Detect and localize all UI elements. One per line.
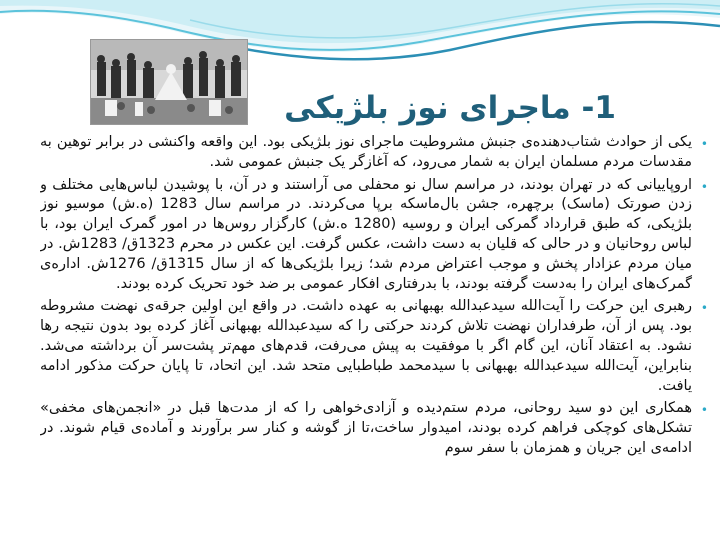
paragraph-text: رهبری این حرکت را آیت‌الله سیدعبدالله بهبهانی به عهده داشت. در واقع این اولین جرقه‌ی نهضت مشروطه بود. پس از آن، طرفداران نهضت تلاش کردند حرکتی را که سیدعبدالله بهبهانی آغاز کرده بود بدون نتیجه رها نشود. به اعتقاد آنان، این گام اگر با موفقیت به پیش می‌رفت، قدم‌های مهم‌تر پشت‌سر آن برداشته می‌شد. بنابراین، آیت‌الله سیدعبدالله بهبهانی با سیدمحمد طباطبایی متحد شد. این اتحاد، تا پایان حرکت مذکور ادامه یافت. (40, 298, 692, 394)
historical-group-photo (90, 39, 248, 125)
bullet-icon: • (700, 179, 708, 194)
bullet-icon: • (700, 137, 708, 151)
slide-title: 1- ماجرای نوز بلژیکی (284, 90, 616, 126)
paragraph-3 (40, 297, 708, 396)
bullet-icon: • (700, 301, 708, 316)
paragraph-1 (40, 133, 708, 173)
paragraph-text: همکاری این دو سید روحانی، مردم ستم‌دیده و آزادی‌خواهی را که از مدت‌ها قبل در «انجمن‌های مخفی» تشکل‌های کوچکی فراهم کرده بودند، امیدوار ساخت،تا از گوشه و کنار سر برآورند و آماده‌ی قیام شوند. در ادامه‌ی این جریان و همزمان با سفر سوم (40, 400, 692, 456)
paragraph-2 (40, 176, 708, 295)
slide-body (40, 133, 708, 540)
paragraph-text: یکی از حوادث شتاب‌دهنده‌ی جنبش مشروطیت ماجرای نوز بلژیکی بود. این واقعه واکنشی در برابر توهین به مقدسات مردم مسلمان ایران به شمار می‌رود، که آغازگر یک جنبش عمومی شد. (40, 134, 692, 170)
paragraph-4 (40, 399, 708, 458)
paragraph-text: اروپاییانی که در تهران بودند، در مراسم سال نو محفلی می آراستند و در آن، با پوشیدن لباس‌هایی مختلف و زدن صورتک (ماسک) برچهره، جشن بال‌ماسکه برپا می‌کردند. در مراسم سال 1283 (ه.ش) موسیو نوز بلژیکی، که طبق قرارداد گمرکی ایران و روسیه (1280 ه.ش) کارگزار روس‌ها در امور گمرک ایران بود، با لباس روحانیان و در حالی که قلیان به دست داشت، عکس گرفت. این عکس در محرم 1323ق/ 1283ش. در میان مردم عزادار پخش و موجب اعتراض مردم شد؛ زیرا بلژیکی‌ها که از سال 1315ق/ 1276ش. اداره‌ی گمرک‌های ایران را به‌دست گرفته بودند، با بدرفتاری افکار عمومی بر ضد خود تحریک کرده بودند. (40, 176, 692, 292)
bullet-icon: • (700, 403, 708, 418)
